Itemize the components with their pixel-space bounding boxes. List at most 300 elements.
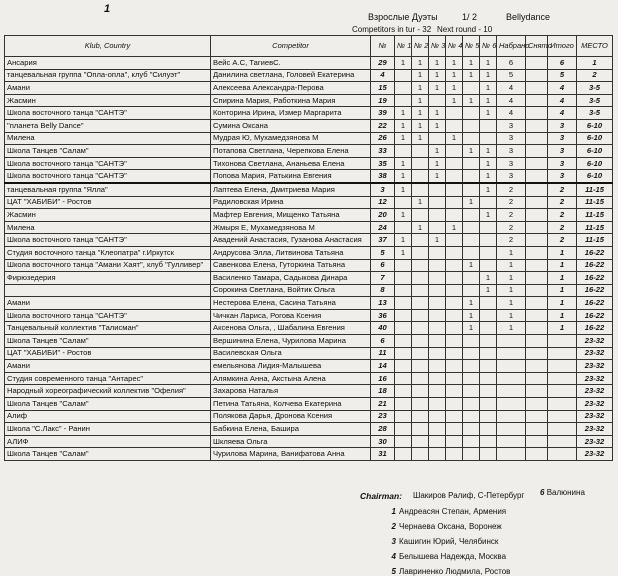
place-cell: 23-32 (577, 410, 613, 423)
num-cell: 16 (371, 372, 395, 385)
competitor-cell: Шкляева Ольга (211, 435, 371, 448)
club-cell: Школа Танцев "Салам" (5, 335, 211, 348)
judge-mark-cell (429, 246, 446, 259)
judge-mark-cell (463, 246, 480, 259)
sum-cell: 1 (497, 309, 526, 322)
num-cell: 40 (371, 322, 395, 335)
num-cell: 30 (371, 435, 395, 448)
judge-mark-cell (429, 209, 446, 222)
club-cell: Народный хореографический коллектив "Офелия" (5, 385, 211, 398)
judge-mark-cell: 1 (412, 196, 429, 209)
table-row (5, 170, 613, 183)
judge-mark-cell (429, 435, 446, 448)
table-row (5, 448, 613, 461)
judge-mark-cell (412, 259, 429, 272)
table-header-row (5, 36, 613, 57)
judge-mark-cell (429, 322, 446, 335)
table-row (5, 259, 613, 272)
judge-mark-cell (463, 82, 480, 95)
judge-mark-cell (446, 335, 463, 348)
judge-mark-cell: 1 (429, 82, 446, 95)
num-cell: 26 (371, 132, 395, 145)
sum-cell: 1 (497, 297, 526, 310)
judge-mark-cell (395, 94, 412, 107)
judge-mark-cell (395, 410, 412, 423)
judge-mark-cell (446, 209, 463, 222)
sum-cell: 1 (497, 246, 526, 259)
judge-mark-cell: 1 (395, 157, 412, 170)
total-cell: 4 (548, 107, 577, 120)
judge-mark-cell: 1 (480, 170, 497, 183)
place-cell: 16-22 (577, 284, 613, 297)
judge-mark-cell: 1 (463, 322, 480, 335)
judge-mark-cell (429, 272, 446, 285)
removed-cell (526, 322, 548, 335)
judge-mark-cell: 1 (463, 297, 480, 310)
judge-mark-cell (463, 221, 480, 234)
competitor-cell: Сумина Оксана (211, 119, 371, 132)
total-cell (548, 347, 577, 360)
competitor-cell: Савенкова Елена, Гуторкина Татьяна (211, 259, 371, 272)
judge-mark-cell (395, 309, 412, 322)
club-cell (5, 284, 211, 297)
table-row (5, 360, 613, 373)
removed-cell (526, 132, 548, 145)
judge-mark-cell: 1 (480, 183, 497, 196)
judge-mark-cell: 1 (412, 221, 429, 234)
judge-mark-cell (480, 435, 497, 448)
judge-mark-cell (463, 107, 480, 120)
judge-mark-cell (480, 410, 497, 423)
club-cell: Амани (5, 360, 211, 373)
judge-number: 2 (391, 522, 396, 531)
sum-cell: 2 (497, 183, 526, 196)
sum-cell: 2 (497, 196, 526, 209)
judge-mark-cell (412, 372, 429, 385)
num-cell: 6 (371, 259, 395, 272)
judge-mark-cell (463, 448, 480, 461)
table-row (5, 57, 613, 70)
club-cell: "планета Belly Dance" (5, 119, 211, 132)
judge-mark-cell (429, 221, 446, 234)
place-cell: 6-10 (577, 157, 613, 170)
total-cell (548, 448, 577, 461)
judge-mark-cell: 1 (412, 82, 429, 95)
col-judge-3: № 3 (429, 36, 446, 57)
num-cell: 7 (371, 272, 395, 285)
judge-mark-cell (395, 69, 412, 82)
table-row (5, 347, 613, 360)
total-cell: 2 (548, 234, 577, 247)
table-row (5, 322, 613, 335)
removed-cell (526, 297, 548, 310)
judge-mark-cell (463, 435, 480, 448)
table-row (5, 398, 613, 411)
removed-cell (526, 360, 548, 373)
judge-mark-cell: 1 (429, 69, 446, 82)
place-cell: 11-15 (577, 234, 613, 247)
judge-mark-cell (446, 398, 463, 411)
col-judge-2: № 2 (412, 36, 429, 57)
total-cell: 3 (548, 145, 577, 158)
judge-mark-cell: 1 (463, 196, 480, 209)
judge-mark-cell: 1 (429, 234, 446, 247)
total-cell: 1 (548, 272, 577, 285)
num-cell: 14 (371, 360, 395, 373)
judge-mark-cell (480, 423, 497, 436)
table-row (5, 435, 613, 448)
judge-mark-cell (412, 360, 429, 373)
judge-mark-cell (446, 423, 463, 436)
sum-cell: 1 (497, 272, 526, 285)
judge-mark-cell (446, 410, 463, 423)
judge-mark-cell (480, 322, 497, 335)
judge-mark-cell (480, 221, 497, 234)
judge-mark-cell: 1 (412, 119, 429, 132)
judge-mark-cell: 1 (429, 57, 446, 70)
num-cell: 12 (371, 196, 395, 209)
judge-mark-cell (480, 246, 497, 259)
num-cell: 13 (371, 297, 395, 310)
num-cell: 4 (371, 69, 395, 82)
col-judge-5: № 5 (463, 36, 480, 57)
club-cell: Школа восточного танца "САНТЭ" (5, 170, 211, 183)
judge-mark-cell (429, 132, 446, 145)
competitor-cell: Конторина Ирина, Измер Маргарита (211, 107, 371, 120)
sum-cell (497, 335, 526, 348)
col-place: МЕСТО (577, 36, 613, 57)
judge-mark-cell: 1 (395, 119, 412, 132)
removed-cell (526, 209, 548, 222)
judge-mark-cell (446, 448, 463, 461)
club-cell: Студия восточного танца "Клеопатра" г.Иркутск (5, 246, 211, 259)
judge-mark-cell (446, 145, 463, 158)
judge-mark-cell: 1 (412, 94, 429, 107)
place-cell: 6-10 (577, 132, 613, 145)
judge-mark-cell (395, 322, 412, 335)
judge-mark-cell (480, 234, 497, 247)
judge-mark-cell (446, 297, 463, 310)
competitor-cell: Василенко Тамара, Садыкова Динара (211, 272, 371, 285)
club-cell: Школа "С.Лакс" - Ранин (5, 423, 211, 436)
table-row (5, 297, 613, 310)
judge-mark-cell (446, 347, 463, 360)
removed-cell (526, 398, 548, 411)
num-cell: 23 (371, 410, 395, 423)
competitor-cell: Жмыря Е, Мухамедзянова М (211, 221, 371, 234)
removed-cell (526, 94, 548, 107)
judge-mark-cell (412, 385, 429, 398)
judge-mark-cell (463, 119, 480, 132)
judge-mark-cell (395, 398, 412, 411)
table-row (5, 132, 613, 145)
total-cell: 5 (548, 69, 577, 82)
col-total: Итого (548, 36, 577, 57)
club-cell: танцевальная группа "Ялла" (5, 183, 211, 196)
place-cell: 16-22 (577, 259, 613, 272)
judge-mark-cell (429, 385, 446, 398)
judge-mark-cell: 1 (429, 119, 446, 132)
num-cell: 36 (371, 309, 395, 322)
judge-mark-cell (446, 309, 463, 322)
competitor-cell: Андрусова Элла, Литвинова Татьяна (211, 246, 371, 259)
num-cell: 6 (371, 335, 395, 348)
judge-mark-cell (446, 119, 463, 132)
place-cell: 23-32 (577, 435, 613, 448)
judge-mark-cell (446, 435, 463, 448)
competitor-cell: Вершинина Елена, Чурилова Марина (211, 335, 371, 348)
table-row (5, 183, 613, 196)
judge-mark-cell (395, 360, 412, 373)
total-cell: 6 (548, 57, 577, 70)
judge-mark-cell (395, 335, 412, 348)
judge-mark-cell (429, 284, 446, 297)
competitor-cell: Авадений Анастасия, Гузанова Анастасия (211, 234, 371, 247)
place-cell: 23-32 (577, 398, 613, 411)
table-row (5, 69, 613, 82)
judge-6: 6 Валюнина (540, 488, 585, 497)
sum-cell: 6 (497, 57, 526, 70)
competitor-cell: Потапова Светлана, Черепкова Елена (211, 145, 371, 158)
judge-mark-cell (429, 372, 446, 385)
judge-mark-cell: 1 (480, 107, 497, 120)
total-cell: 4 (548, 82, 577, 95)
judge-mark-cell (412, 309, 429, 322)
place-cell: 3-5 (577, 94, 613, 107)
table-row (5, 410, 613, 423)
num-cell: 21 (371, 398, 395, 411)
judge-mark-cell (446, 157, 463, 170)
table-row (5, 209, 613, 222)
judge-mark-cell (463, 209, 480, 222)
place-cell: 11-15 (577, 183, 613, 196)
judge-mark-cell (395, 82, 412, 95)
removed-cell (526, 435, 548, 448)
dance-style: Bellydance (506, 12, 551, 22)
judge-mark-cell (480, 372, 497, 385)
sum-cell (497, 347, 526, 360)
table-row (5, 372, 613, 385)
judge-mark-cell: 1 (463, 94, 480, 107)
num-cell: 31 (371, 448, 395, 461)
judge-mark-cell (395, 423, 412, 436)
judge-mark-cell (412, 170, 429, 183)
judge-mark-cell (395, 297, 412, 310)
table-row (5, 272, 613, 285)
table-row (5, 309, 613, 322)
num-cell: 22 (371, 119, 395, 132)
judge-mark-cell: 1 (412, 57, 429, 70)
table-row (5, 221, 613, 234)
judge-mark-cell: 1 (480, 284, 497, 297)
total-cell (548, 423, 577, 436)
judge-mark-cell (412, 157, 429, 170)
sum-cell: 1 (497, 284, 526, 297)
total-cell: 1 (548, 322, 577, 335)
club-cell: ЦАТ "ХАБИБИ" - Ростов (5, 196, 211, 209)
competitor-cell: Чичкан Лариса, Рогова Ксения (211, 309, 371, 322)
judge-mark-cell (480, 309, 497, 322)
competitor-cell: Захарова Наталья (211, 385, 371, 398)
judge-mark-cell (429, 360, 446, 373)
competitor-cell: Алямкина Анна, Акстына Алена (211, 372, 371, 385)
competitor-cell: Нестерова Елена, Сасина Татьяна (211, 297, 371, 310)
judge-mark-cell: 1 (395, 234, 412, 247)
judge-name: Белышева Надежда, Москва (399, 552, 507, 561)
table-row (5, 385, 613, 398)
judge-number: 3 (391, 537, 396, 546)
num-cell: 38 (371, 170, 395, 183)
place-cell: 11-15 (577, 209, 613, 222)
competitor-cell: Данилина светлана, Головей Екатерина (211, 69, 371, 82)
total-cell: 4 (548, 94, 577, 107)
competitors-count: Competitors in tur - 32 (352, 25, 432, 34)
sum-cell (497, 410, 526, 423)
table-row (5, 157, 613, 170)
removed-cell (526, 145, 548, 158)
removed-cell (526, 234, 548, 247)
place-cell: 6-10 (577, 119, 613, 132)
judge-mark-cell (395, 221, 412, 234)
num-cell: 35 (371, 157, 395, 170)
sum-cell: 3 (497, 157, 526, 170)
judge-mark-cell: 1 (446, 69, 463, 82)
col-removed: Снято (526, 36, 548, 57)
judge-mark-cell: 1 (463, 57, 480, 70)
judge-mark-cell (429, 183, 446, 196)
sum-cell (497, 435, 526, 448)
judge-mark-cell (480, 259, 497, 272)
competitor-cell: емельянова Лидия-Малышева (211, 360, 371, 373)
judge-mark-cell (429, 398, 446, 411)
judge-mark-cell (395, 435, 412, 448)
judge-mark-cell (395, 196, 412, 209)
total-cell: 3 (548, 157, 577, 170)
judge-mark-cell (463, 132, 480, 145)
club-cell: Ансария (5, 57, 211, 70)
judge-mark-cell (412, 435, 429, 448)
total-cell: 1 (548, 284, 577, 297)
total-cell: 1 (548, 246, 577, 259)
judge-name: Лавриненко Людмила, Ростов (399, 567, 511, 576)
judge-mark-cell (412, 347, 429, 360)
club-cell: Школа Танцев "Салам" (5, 398, 211, 411)
col-sum: Набрано (497, 36, 526, 57)
sum-cell: 4 (497, 82, 526, 95)
judge-mark-cell (429, 259, 446, 272)
removed-cell (526, 246, 548, 259)
judge-number: 1 (391, 507, 396, 516)
num-cell: 20 (371, 209, 395, 222)
table-row (5, 94, 613, 107)
place-cell: 6-10 (577, 170, 613, 183)
club-cell: Амани (5, 82, 211, 95)
sum-cell: 3 (497, 119, 526, 132)
removed-cell (526, 372, 548, 385)
judge-mark-cell: 1 (395, 183, 412, 196)
sum-cell: 2 (497, 234, 526, 247)
club-cell: Студия современного танца "Антарес" (5, 372, 211, 385)
judge-mark-cell (429, 347, 446, 360)
removed-cell (526, 69, 548, 82)
sum-cell (497, 372, 526, 385)
judge-mark-cell (480, 360, 497, 373)
total-cell (548, 398, 577, 411)
judge-mark-cell: 1 (480, 209, 497, 222)
judge-mark-cell (395, 145, 412, 158)
sum-cell: 1 (497, 259, 526, 272)
judge-mark-cell (446, 183, 463, 196)
total-cell (548, 385, 577, 398)
num-cell: 29 (371, 57, 395, 70)
judge-mark-cell: 1 (395, 57, 412, 70)
removed-cell (526, 284, 548, 297)
table-row (5, 145, 613, 158)
judge-mark-cell (412, 335, 429, 348)
judge-number: 5 (391, 567, 396, 576)
sum-cell: 1 (497, 322, 526, 335)
place-cell: 16-22 (577, 272, 613, 285)
judge-mark-cell: 1 (480, 82, 497, 95)
competitor-cell: Тихонова Светлана, Ананьева Елена (211, 157, 371, 170)
judge-mark-cell (446, 272, 463, 285)
judge-mark-cell (463, 385, 480, 398)
sum-cell: 3 (497, 132, 526, 145)
judge-mark-cell (463, 183, 480, 196)
col-club: Klub, Country (5, 36, 211, 57)
judge-mark-cell (395, 347, 412, 360)
judge-mark-cell: 1 (480, 157, 497, 170)
total-cell: 2 (548, 183, 577, 196)
judge-mark-cell: 1 (395, 132, 412, 145)
judge-mark-cell (463, 347, 480, 360)
judge-mark-cell: 1 (429, 145, 446, 158)
sum-cell: 5 (497, 69, 526, 82)
category-title: Взрослые Дуэты (368, 12, 438, 22)
club-cell: Алиф (5, 410, 211, 423)
table-row (5, 196, 613, 209)
club-cell: Милена (5, 132, 211, 145)
table-row (5, 107, 613, 120)
competitor-cell: Лаптева Елена, Дмитриева Мария (211, 183, 371, 196)
judge-mark-cell (463, 157, 480, 170)
judge-mark-cell: 1 (412, 132, 429, 145)
judge-mark-cell (429, 335, 446, 348)
judge-mark-cell (480, 297, 497, 310)
judge-mark-cell: 1 (463, 309, 480, 322)
competitor-cell: Мудрая Ю, Мухамедзянова М (211, 132, 371, 145)
judge-mark-cell (429, 423, 446, 436)
total-cell: 3 (548, 132, 577, 145)
judge-mark-cell (429, 410, 446, 423)
competitor-cell: Алексеева Александра-Перова (211, 82, 371, 95)
competitor-cell: Вейс А.С, ТагиевС. (211, 57, 371, 70)
club-cell: Милена (5, 221, 211, 234)
judge-mark-cell (395, 385, 412, 398)
num-cell: 28 (371, 423, 395, 436)
page-number: 1 (104, 3, 111, 15)
place-cell: 6-10 (577, 145, 613, 158)
judge-mark-cell (446, 107, 463, 120)
judge-mark-cell (412, 246, 429, 259)
club-cell: Школа восточного танца "Амани Хаят", клуб "Гулливер" (5, 259, 211, 272)
judge-mark-cell (412, 145, 429, 158)
judge-mark-cell (446, 385, 463, 398)
judge-mark-cell: 1 (463, 259, 480, 272)
competitor-cell: Радиловская Ирина (211, 196, 371, 209)
num-cell: 33 (371, 145, 395, 158)
competitor-cell: Петина Татьяна, Колчева Екатерина (211, 398, 371, 411)
